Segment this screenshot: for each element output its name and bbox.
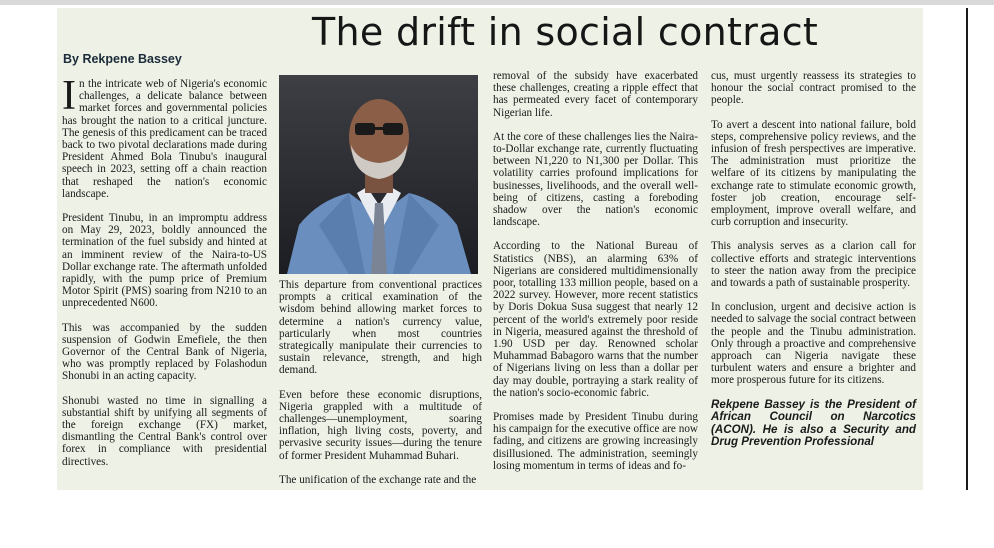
paragraph: At the core of these challenges lies the Naira-to-Dollar exchange rate, currently fluctuating between N1,220 to N1,300 per Dollar. This volatility carries profound implications for businesses, livelihoods, and the overall well-being of citizens, casting a foreboding shadow over the nation's economic landscape. bbox=[493, 130, 698, 229]
paragraph bbox=[62, 73, 267, 200]
article-column-2 bbox=[279, 279, 482, 486]
headline: The drift in social contract bbox=[312, 10, 819, 54]
author-photo bbox=[279, 75, 478, 274]
portrait-illustration bbox=[279, 75, 478, 274]
paragraph: In conclusion, urgent and decisive action is needed to salvage the social contract between the people and the Tinubu administration. Only through a proactive and comprehensive approach can Nigeria navigate these turbulent waters and ensure a brighter and more prosperous future for its citizens. bbox=[711, 301, 916, 387]
paragraph: Even before these economic disruptions, Nigeria grappled with a multitude of challenges—unemployment, soaring inflation, high living costs, poverty, and pervasive security issues—during the tenure of former President Muhammad Buhari. bbox=[279, 388, 482, 462]
paragraph: Shonubi wasted no time in signalling a substantial shift by unifying all segments of the foreign exchange (FX) market, dismantling the Central Bank's control over forex in compliance with presidential directives. bbox=[62, 394, 267, 468]
paragraph: This was accompanied by the sudden suspension of Godwin Emefiele, the then Governor of the Central Bank of Nigeria, who was promptly replaced by Folashodun Shonubi in an acting capacity. bbox=[62, 321, 267, 383]
article-column-4 bbox=[711, 70, 916, 449]
paragraph: President Tinubu, in an impromptu address on May 29, 2023, boldly announced the termination of the fuel subsidy and hinted at an imminent review of the Naira-to-US Dollar exchange rate. The aftermath unfolded rapidly, with the pump price of Premium Motor Spirit (PMS) soaring from N210 to an unprecedented N600. bbox=[62, 212, 267, 310]
column-rule bbox=[966, 8, 968, 490]
paragraph: To avert a descent into national failure, bold steps, comprehensive policy reviews, and the infusion of fresh perspectives are imperative. The administration must prioritize the welfare of its citizens by manipulating the exchange rate to stimulate economic growth, foster job creation, encourage self-employment, improve overall welfare, and curb corruption and insecurity. bbox=[711, 118, 916, 229]
byline: By Rekpene Bassey bbox=[63, 52, 182, 66]
article-column-1 bbox=[62, 73, 267, 468]
paragraph: According to the National Bureau of Statistics (NBS), an alarming 63% of Nigerians are considered multidimensionally poor, totalling 133 million people, based on a 2022 survey. However, more recent statistics by Doris Dokua Susa suggest that nearly 12 percent of the world's extremely poor reside in Nigeria, measured against the threshold of 1.90 USD per day. Renowned scholar Muhammad Babagoro warns that the number of Nigerians living on less than a dollar per day may double, portraying a stark reality of the nation's socio-economic fabric. bbox=[493, 240, 698, 399]
drop-cap: I bbox=[62, 73, 76, 119]
top-divider bbox=[0, 0, 994, 5]
author-bio: Rekpene Bassey is the President of African Council on Narcotics (ACON). He is also a Security and Drug Prevention Professional bbox=[711, 397, 916, 449]
page-margin bbox=[923, 8, 994, 490]
paragraph: Promises made by President Tinubu during his campaign for the executive office are now fading, and citizens are growing increasingly disillusioned. The administration, seemingly losing momentum in terms of ideas and fo- bbox=[493, 411, 698, 472]
article-column-3 bbox=[493, 70, 698, 472]
paragraph: This analysis serves as a clarion call for collective efforts and strategic interventions to steer the nation away from the precipice and towards a path of sustainable prosperity. bbox=[711, 240, 916, 290]
paragraph: removal of the subsidy have exacerbated these challenges, creating a ripple effect that has permeated every facet of contemporary Nigerian life. bbox=[493, 70, 698, 119]
paragraph-text: n the intricate web of Nigeria's economic challenges, a delicate balance between market forces and governmental policies has brought the nation to a critical juncture. The genesis of this predicament can be traced back to two pivotal declarations made during President Ahmed Bola Tinubu's inaugural speech in 2023, setting off a chain reaction that reshaped the nation's economic landscape. bbox=[62, 78, 267, 200]
paragraph: The unification of the exchange rate and the bbox=[279, 473, 477, 486]
paragraph: This departure from conventional practices prompts a critical examination of the wisdom behind allowing market forces to determine a nation's currency value, particularly when most countries strategically manipulate their currencies to sustain relevance, strength, and high demand. bbox=[279, 279, 482, 377]
paragraph: cus, must urgently reassess its strategies to honour the social contract promised to the people. bbox=[711, 70, 916, 107]
